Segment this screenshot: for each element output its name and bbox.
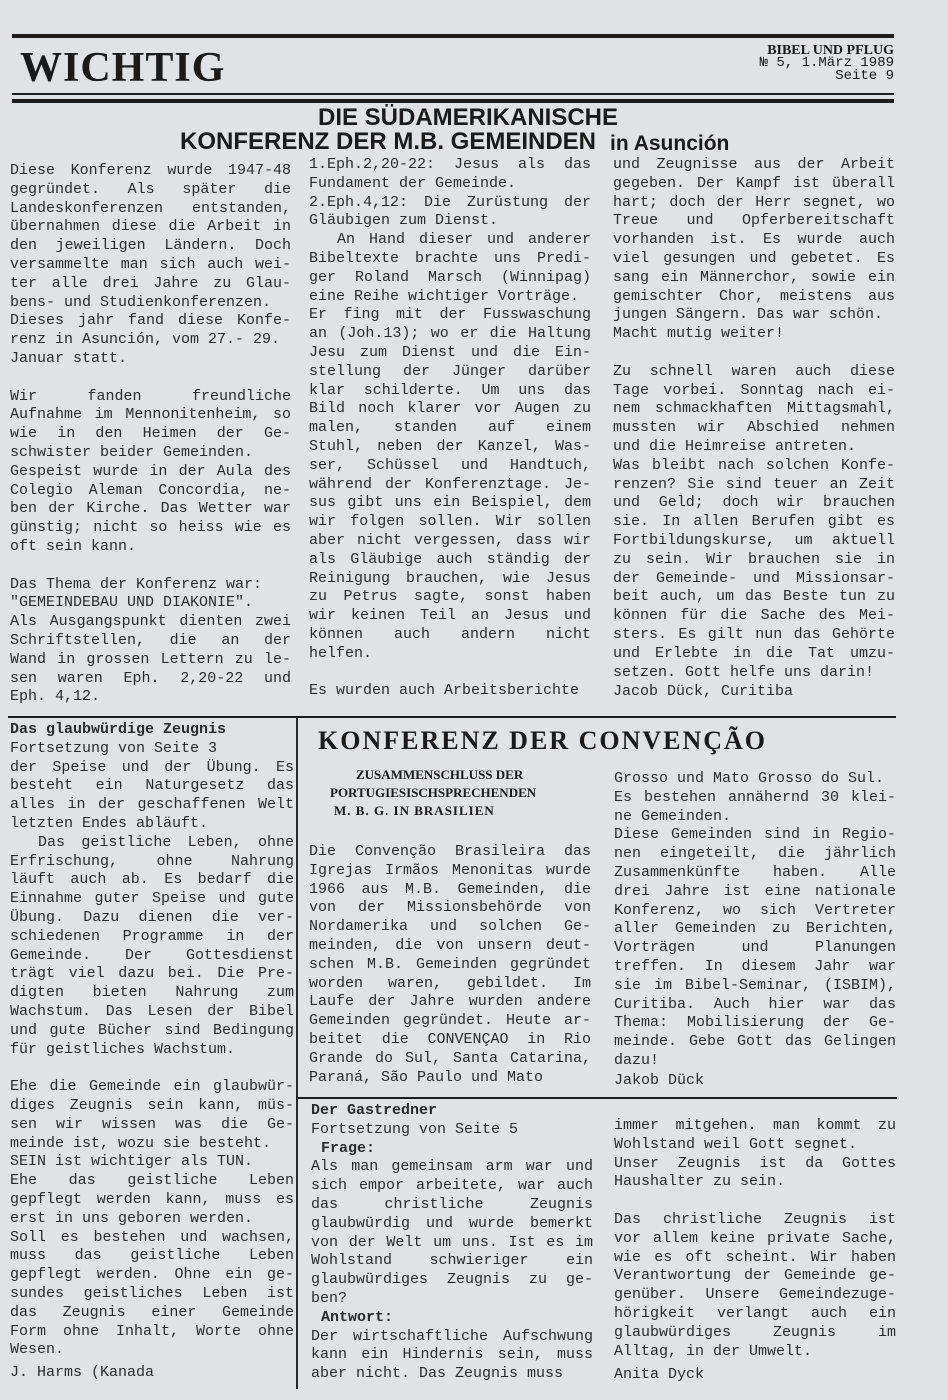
column-divider — [296, 717, 298, 1389]
article3-subtitle-line: PORTUGIESISCHSPRECHENDEN — [330, 785, 537, 800]
text-line: Zusammenkünfte haben. Alle — [614, 863, 896, 881]
text-line: gegeben. Der Kampf ist überall — [613, 174, 895, 192]
article4-question-label: Frage: — [321, 1139, 376, 1157]
article2-heading: Das glaubwürdige Zeugnis — [10, 721, 227, 738]
text-line: dazu! — [614, 1051, 660, 1069]
text-line: helfen. — [309, 644, 373, 662]
text-line: genüber. Unsere Gemeindezuge- — [614, 1286, 896, 1304]
article4 — [311, 1102, 593, 1384]
text-line: wie in den Heimen der Ge- — [10, 425, 291, 443]
text-line: sen wir wissen was die Ge- — [10, 1115, 294, 1133]
text-line: Treue und Opferbereitschaft — [613, 212, 895, 230]
text-line: digten bieten Nahrung zum — [10, 984, 294, 1002]
text-line: während der Konferenztage. Je- — [309, 475, 591, 493]
text-line: meinde ist, wozu sie besteht. — [10, 1134, 272, 1152]
text-line — [309, 664, 591, 683]
text-line: der Speise und der Übung. Es — [10, 758, 294, 776]
text-line: Dieses jahr fand diese Konfe- — [10, 312, 291, 330]
text-line: Das Thema der Konferenz war: — [10, 575, 263, 593]
text-line: Das geistliche Leben, ohne — [38, 833, 294, 851]
article4-answer — [311, 1328, 593, 1384]
text-line: aber nicht. Das Zeugnis muss — [311, 1365, 564, 1383]
text-line: Macht mutig weiter! — [613, 325, 785, 343]
text-line: glaubwürdig und wurde bemerkt — [311, 1214, 593, 1232]
text-line: schen M.B. Gemeinden gegründet — [309, 955, 591, 973]
text-line: ne Gemeinden. — [614, 807, 732, 825]
text-line: sen waren Eph. 2,20-22 und — [10, 669, 291, 687]
text-line: Laufe der Jahre wurden andere — [309, 993, 591, 1011]
article4-column-2 — [614, 1117, 896, 1361]
text-line: und die Heimreise antreten. — [613, 437, 857, 455]
text-line: Fundament der Gemeinde. — [309, 174, 517, 192]
text-line: Wohlstand schwieriger ein — [311, 1252, 593, 1270]
text-line: ter alle drei Jahre zu Glau- — [10, 274, 291, 292]
text-line: Grande do Sul, Santa Catarina, — [309, 1049, 591, 1067]
article1-column-3 — [613, 156, 895, 682]
text-line: Er fing mit der Fusswaschung — [309, 306, 591, 324]
text-line: Ehe die Gemeinde ein glaubwür- — [10, 1078, 294, 1096]
text-line: Es bestehen annähernd 30 klei- — [614, 788, 896, 806]
text-line: Bibeltexte brachte uns Predi- — [309, 249, 591, 267]
text-line: ser, Schüssel und Handtuch, — [309, 456, 591, 474]
text-line: Als Ausgangspunkt dienten zwei — [10, 613, 291, 631]
article3-title: KONFERENZ DER CONVENÇÃO — [318, 726, 768, 755]
text-line: 1.Eph.2,20-22: Jesus als das — [309, 156, 591, 173]
text-line: Wesen. — [10, 1341, 65, 1359]
text-line: Vorträgen und Planungen — [614, 939, 896, 957]
article4-question — [311, 1158, 593, 1308]
article1-signature: Jacob Dück, Curitiba — [613, 683, 794, 700]
text-line: "GEMEINDEBAU UND DIAKONIE". — [10, 594, 254, 612]
text-line: Verantwortung der Gemeinde ge- — [614, 1267, 896, 1285]
text-line: sang ein Männerchor, sowie ein — [613, 268, 895, 286]
text-line: Einnahme guter Speise und gute — [10, 890, 294, 908]
text-line: Landeskonferenzen entstanden, — [10, 199, 291, 217]
text-line: gepflegt werden kann, muss es — [10, 1190, 294, 1208]
text-line — [614, 1192, 896, 1211]
text-line: glaubwürdiges Zeugnis zu ge- — [311, 1271, 593, 1289]
masthead-rule-1 — [12, 93, 894, 95]
text-line: Gespeist wurde in der Aula des — [10, 462, 291, 480]
text-line: Erfrischung, ohne Nahrung — [10, 852, 294, 870]
text-line: viel gesungen und gebetet. Es — [613, 249, 895, 267]
text-line: letzten Endes abläuft. — [10, 814, 209, 832]
text-line: der Gemeinde- und Missionsar- — [613, 569, 895, 587]
text-line: günstig; nicht so heiss wie es — [10, 519, 291, 537]
text-line: Form ohne Inhalt, Worte ohne — [10, 1322, 294, 1340]
text-line: besteht ein Naturgesetz das — [10, 777, 294, 795]
text-line: Konferenz, wo sich Vertreter — [614, 901, 896, 919]
text-line: muss das geistliche Leben — [10, 1247, 294, 1265]
text-line: sie im Bibel-Seminar, (ISBIM), — [614, 976, 896, 994]
article4-signature-block — [614, 1366, 896, 1385]
text-line: gepflegt werden. Ohne ein ge- — [10, 1266, 294, 1284]
text-line: sie. In allen Berufen gibt es — [613, 513, 895, 531]
article3-subtitle-line: M. B. G. IN BRASILIEN — [334, 803, 495, 818]
text-line: Gemeinde. Der Gottesdienst — [10, 946, 294, 964]
text-line: sters. Es gilt nun das Gehörte — [613, 625, 895, 643]
text-line: ger Roland Marsch (Winnipag) — [309, 268, 591, 286]
text-line: den jeweiligen Ländern. Doch — [10, 237, 291, 255]
article1-headline-line1: DIE SÜDAMERIKANISCHE — [318, 104, 619, 131]
article2-signature: J. Harms (Kanada — [10, 1364, 155, 1381]
article3-signature: Jakob Dück — [614, 1072, 705, 1089]
text-line: Wir fanden freundliche — [10, 387, 291, 405]
text-line: Was bleibt nach solchen Konfe- — [613, 456, 895, 474]
text-line: mussten wir Abschied nehmen — [613, 419, 895, 437]
text-line: schiedenen Programme in der — [10, 927, 294, 945]
issue-date: № 5, 1.März 1989 — [759, 55, 894, 71]
text-line: 2.Eph.4,12: Die Zurüstung der — [309, 193, 591, 211]
article1-headline-line2: KONFERENZ DER M.B. GEMEINDEN — [180, 128, 597, 155]
text-line: stellung der Jünger darüber — [309, 362, 591, 380]
article1-column-2 — [309, 156, 591, 701]
text-line: Zu schnell waren auch diese — [613, 362, 895, 380]
article2-body — [10, 759, 294, 1361]
text-line: setzen. Gott helfe uns darin! — [613, 663, 875, 681]
publication-name: BIBEL UND PFLUG — [767, 43, 894, 58]
text-line: Unser Zeugnis ist da Gottes — [614, 1154, 896, 1172]
text-line: von der Missionsbehörde von — [309, 899, 591, 917]
text-line: wir folgen sollen. Wir sollen — [309, 513, 591, 531]
text-line: erst in uns geboren werden. — [10, 1209, 254, 1227]
text-line: SEIN ist wichtiger als TUN. — [10, 1153, 254, 1171]
text-line: Diese Gemeinden sind in Regio- — [614, 826, 896, 844]
text-line: vorhanden ist. Es wurde auch — [613, 231, 895, 249]
text-line: versammelte man sich auch wei- — [10, 255, 291, 273]
text-line — [10, 557, 291, 576]
text-line: malen, standen auf einem — [309, 419, 591, 437]
section-divider — [8, 716, 896, 718]
text-line — [613, 344, 895, 363]
text-line: von der Welt um uns. Ist es im — [311, 1233, 593, 1251]
text-line: Als man gemeinsam arm war und — [311, 1158, 593, 1176]
text-line: renz in Asunción, vom 27.- 29. — [10, 331, 281, 349]
text-line: glaubwürdiges Zeugnis im — [614, 1323, 896, 1341]
article1-signature-block — [613, 683, 895, 702]
text-line: Die Convenção Brasileira das — [309, 843, 591, 860]
bottom-divider — [297, 1097, 897, 1099]
text-line: Das christliche Zeugnis ist — [614, 1210, 896, 1228]
article3-subtitle-line: ZUSAMMENSCHLUSS DER — [356, 767, 524, 782]
text-line: wir keinen Teil an Jesus und — [309, 607, 591, 625]
masthead-rule-2 — [12, 99, 894, 103]
text-line: übernahmen diese die Arbeit in — [10, 218, 291, 236]
text-line: Soll es bestehen und wachsen, — [10, 1228, 294, 1246]
text-line: Colegio Aleman Concordia, ne- — [10, 481, 291, 499]
article1-headline-suffix: in Asunción — [610, 132, 730, 155]
section-title: WICHTIG — [20, 45, 226, 91]
text-line: zu Petrus sagte, sonst haben — [309, 588, 591, 606]
article2 — [10, 721, 294, 1360]
text-line: Grosso und Mato Grosso do Sul. — [614, 770, 885, 787]
page-number: Seite 9 — [835, 68, 894, 84]
text-line: als Gläubige auch ständig der — [309, 550, 591, 568]
text-line: Wohlstand weil Gott segnet. — [614, 1135, 858, 1153]
article4-signature: Anita Dyck — [614, 1366, 705, 1383]
text-line: beitet die CONVENÇAO in Rio — [309, 1030, 591, 1048]
text-line: läuft auch ab. Es bedarf die — [10, 871, 294, 889]
text-line: das christliche Zeugnis — [311, 1195, 593, 1213]
text-line: meinden, die von unsern deut- — [309, 936, 591, 954]
text-line: das Zeugnis einer Gemeinde — [10, 1303, 294, 1321]
text-line: Aufnahme im Mennonitenheim, so — [10, 406, 291, 424]
text-line: Gemeinden gegründet. Heute ar- — [309, 1012, 591, 1030]
text-line: Wachstum. Das Lesen der Bibel — [10, 1002, 294, 1020]
text-line: Diese Konferenz wurde 1947-48 — [10, 162, 291, 179]
article4-answer-label: Antwort: — [321, 1308, 394, 1326]
text-line: Reinigung brauchen, wie Jesus — [309, 569, 591, 587]
text-line: Fortbildungskurse, um aktuell — [613, 531, 895, 549]
text-line: nem schmackhaften Mittagsmahl, — [613, 400, 895, 418]
text-line: und gute Bücher sind Bedingung — [10, 1021, 294, 1039]
text-line: Igrejas Irmãos Menonitas wurde — [309, 861, 591, 879]
text-line: sus gibt uns ein Beispiel, dem — [309, 494, 591, 512]
text-line: trägt viel dazu bei. Die Pre- — [10, 965, 294, 983]
article2-signature-block — [10, 1364, 282, 1383]
text-line: renzen? Sie sind teuer an Zeit — [613, 475, 895, 493]
text-line: Curitiba. Auch hier war das — [614, 995, 896, 1013]
article3-column-2 — [614, 770, 896, 1071]
text-line — [10, 369, 291, 388]
text-line — [10, 1059, 294, 1078]
text-line: Eph. 4,12. — [10, 688, 101, 706]
text-line: Gläubigen zum Dienst. — [309, 212, 499, 230]
text-line: diges Zeugnis sein kann, müs- — [10, 1096, 294, 1114]
article3-column-1 — [309, 843, 591, 1087]
article2-continuation: Fortsetzung von Seite 3 — [10, 739, 218, 757]
text-line: hörigkeit verlangt auch ein — [614, 1304, 896, 1322]
text-line: nen eingeteilt, die jährlich — [614, 845, 896, 863]
text-line: Der wirtschaftliche Aufschwung — [311, 1327, 593, 1345]
text-line: 1966 aus M.B. Gemeinden, die — [309, 880, 591, 898]
text-line: Thema: Mobilisierung der Ge- — [614, 1014, 896, 1032]
text-line: An Hand dieser und anderer — [337, 231, 591, 249]
masthead-top-rule — [12, 34, 894, 38]
text-line: worden waren, gebildet. Im — [309, 974, 591, 992]
text-line: und Zeugnisse aus der Arbeit — [613, 156, 895, 173]
text-line: jungen Sängern. Das war schön. — [613, 306, 884, 324]
text-line: für geistliches Wachstum. — [10, 1040, 236, 1058]
text-line: ben? — [311, 1289, 348, 1307]
masthead-info — [760, 44, 894, 83]
article3-subtitle — [330, 766, 570, 820]
text-line: Stuhl, neben der Kanzel, Was- — [309, 437, 591, 455]
text-line: Bild noch klarer vor Augen zu — [309, 400, 591, 418]
text-line: können für die Sache des Mei- — [613, 607, 895, 625]
article1-column-1 — [10, 162, 291, 707]
text-line: immer mitgehen. man kommt zu — [614, 1117, 896, 1134]
text-line: sich empor arbeitete, war auch — [311, 1177, 593, 1195]
text-line: eine Reihe wichtiger Vorträge. — [309, 287, 580, 305]
text-line: alles in der geschaffenen Welt — [10, 796, 294, 814]
text-line: kann ein Hindernis sein, muss — [311, 1346, 593, 1364]
text-line: Alltag, in der Umwelt. — [614, 1342, 813, 1360]
text-line: treffen. In diesem Jahr war — [614, 957, 896, 975]
article3-signature-block — [614, 1072, 896, 1091]
article4-continuation: Fortsetzung von Seite 5 — [311, 1120, 519, 1138]
text-line: meinde. Gebe Gott das Gelingen — [614, 1033, 896, 1051]
text-line: Haushalter zu sein. — [614, 1173, 786, 1191]
text-line: gemischter Chor, meistens aus — [613, 287, 895, 305]
text-line: Paraná, São Paulo und Mato — [309, 1068, 544, 1086]
text-line: Jesu zum Dienst und die Ein- — [309, 343, 591, 361]
text-line: Wand in grossen Lettern zu le- — [10, 650, 291, 668]
text-line: zu sein. Wir brauchen sie in — [613, 550, 895, 568]
text-line: wie es oft scheint. Wir haben — [614, 1248, 896, 1266]
text-line: Ehe das geistliche Leben — [10, 1172, 294, 1190]
text-line: beit auch, um das Beste tun zu — [613, 588, 895, 606]
text-line: vor allem keine private Sache, — [614, 1229, 896, 1247]
text-line: und Geld; doch wir brauchen — [613, 494, 895, 512]
text-line: sundes geistliches Leben ist — [10, 1284, 294, 1302]
text-line: aller Gemeinden zu Berichten, — [614, 920, 896, 938]
text-line: gegründet. Als später die — [10, 180, 291, 198]
text-line: aber nicht vergessen, dass wir — [309, 531, 591, 549]
text-line: klar schilderte. Um uns das — [309, 381, 591, 399]
article4-heading: Der Gastredner — [311, 1102, 438, 1119]
text-line: und Erlebte in die Tat umzu- — [613, 644, 895, 662]
text-line: ben der Kirche. Das Wetter war — [10, 500, 291, 518]
text-line: bens- und Studienkonferenzen. — [10, 293, 272, 311]
text-line: an (Joh.13); wo er die Haltung — [309, 325, 591, 343]
text-line: oft sein kann. — [10, 537, 137, 555]
text-line: können auch andern nicht — [309, 625, 591, 643]
text-line: Es wurden auch Arbeitsberichte — [309, 682, 580, 700]
text-line: drei Jahre ist eine nationale — [614, 882, 896, 900]
text-line: Januar statt. — [10, 349, 128, 367]
text-line: Übung. Dazu dienen die ver- — [10, 908, 294, 926]
text-line: Nordamerika und solchen Ge- — [309, 918, 591, 936]
text-line: schwister beider Gemeinden. — [10, 443, 254, 461]
text-line: hart; doch der Herr segnet, wo — [613, 193, 895, 211]
text-line: Tage vorbei. Sonntag nach ei- — [613, 381, 895, 399]
text-line: Schriftstellen, die an der — [10, 631, 291, 649]
